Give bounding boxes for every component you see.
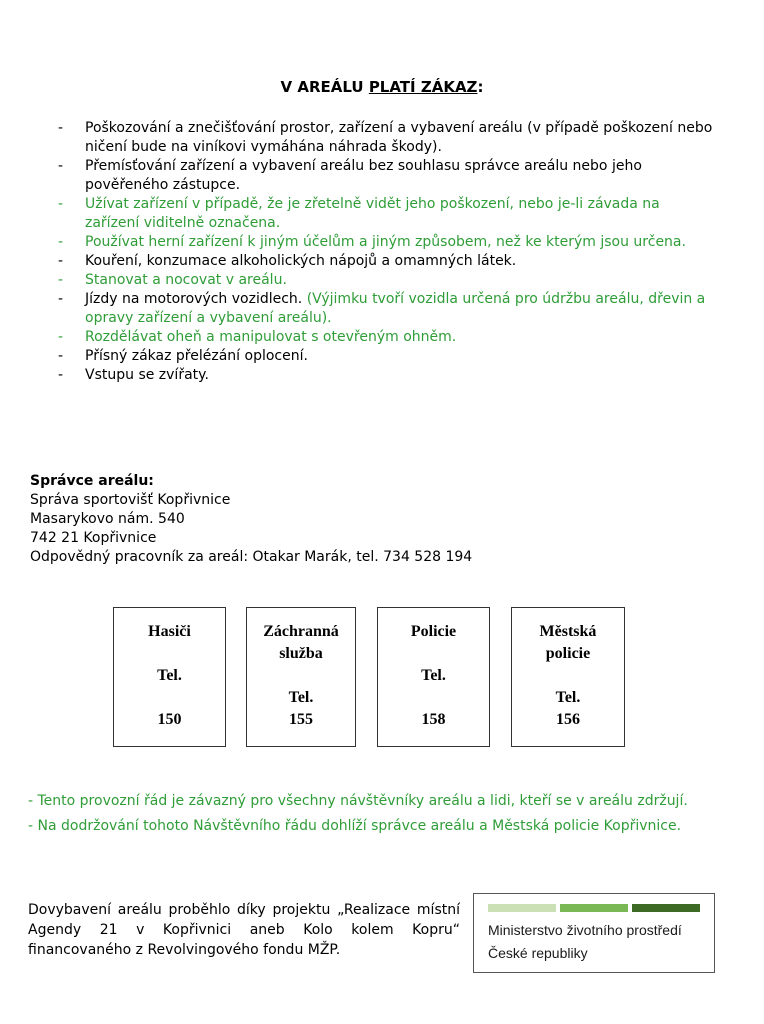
emergency-box-line: 150 — [157, 711, 182, 728]
emergency-box-line: Tel. — [157, 667, 182, 684]
emergency-box-line: služba — [279, 645, 323, 662]
emergency-box-policie — [377, 607, 490, 747]
emergency-box-line — [114, 643, 225, 665]
rule-text: Stanovat a nocovat v areálu. — [85, 272, 287, 288]
dash-marker: - — [58, 234, 64, 250]
emergency-box-line: Tel. — [555, 689, 581, 706]
rule-item — [58, 366, 720, 385]
rule-text: Používat herní zařízení k jiným účelům a jiným způsobem, než ke kterým jsou určena. — [85, 234, 686, 250]
emergency-box-line: policie — [545, 645, 591, 662]
green-notes — [28, 791, 740, 841]
emergency-box-line — [247, 665, 355, 687]
rule-text: Rozdělávat oheň a manipulovat s otevřeným ohněm. — [85, 329, 457, 345]
logo-bar-light — [488, 904, 556, 912]
rule-item — [58, 119, 720, 157]
rule-text: Přísný zákaz přelézání oplocení. — [85, 348, 308, 364]
title-underlined: PLATÍ ZÁKAZ — [368, 78, 478, 96]
logo-bar-dark — [632, 904, 700, 912]
emergency-box-mestska-policie — [511, 607, 625, 747]
note-paragraph: - Tento provozní řád je závazný pro všechny návštěvníky areálu a lidi, kteří se v areálu zdržují. — [28, 793, 688, 809]
logo-bar-medium — [560, 904, 628, 912]
rule-text-green-segment: (Výjimku tvoří vozidla určená pro údržbu areálu, dřevin a opravy zařízení a vybavení areálu). — [85, 291, 706, 326]
rule-text: Poškozování a znečišťování prostor, zařízení a vybavení areálu (v případě poškození nebo ničení bude na viníkovi vymáhána náhrada škody). — [85, 120, 713, 155]
dash-marker: - — [58, 329, 64, 345]
rule-item — [58, 252, 720, 271]
manager-heading: Správce areálu: — [30, 473, 154, 489]
emergency-box-line: 155 — [289, 711, 313, 728]
rule-text: Kouření, konzumace alkoholických nápojů a omamných látek. — [85, 253, 517, 269]
rule-item — [58, 347, 720, 366]
rule-item — [58, 271, 720, 290]
emergency-box-line: Městská — [539, 623, 597, 640]
manager-block — [30, 472, 630, 567]
title-prefix: V AREÁLU — [280, 78, 369, 96]
dash-marker: - — [58, 196, 64, 212]
ministry-logo — [473, 893, 715, 973]
rule-item — [58, 195, 720, 233]
dash-marker: - — [58, 348, 64, 364]
manager-line: Správa sportovišť Kopřivnice — [30, 492, 231, 508]
funding-paragraph: Dovybavení areálu proběhlo díky projektu „Realizace místní Agendy 21 v Kopřivnici aneb Kolo kolem Kopru“ financovaného z Revolvingového fondu MŽP. — [28, 902, 460, 958]
emergency-box-line: Záchranná — [263, 623, 339, 640]
emergency-box-line: 158 — [421, 711, 446, 728]
manager-line: 742 21 Kopřivnice — [30, 530, 157, 546]
emergency-box-line: Tel. — [288, 689, 314, 706]
rules-list — [58, 119, 720, 385]
dash-marker: - — [58, 272, 64, 288]
rule-item — [58, 233, 720, 252]
emergency-box-line — [114, 687, 225, 709]
note-paragraph: - Na dodržování tohoto Návštěvního řádu dohlíží správce areálu a Městská policie Kopřivnice. — [28, 818, 682, 834]
dash-marker: - — [58, 253, 64, 269]
logo-text — [488, 919, 700, 965]
dash-marker: - — [58, 291, 64, 307]
page-title — [0, 78, 764, 96]
title-suffix: : — [477, 78, 484, 96]
emergency-box-line: Policie — [410, 623, 457, 640]
emergency-box-line: Hasiči — [148, 623, 191, 640]
dash-marker: - — [58, 158, 64, 174]
emergency-box-line — [378, 687, 489, 709]
emergency-box-line — [378, 643, 489, 665]
manager-line: Odpovědný pracovník za areál: Otakar Marák, tel. 734 528 194 — [30, 549, 473, 565]
emergency-box-line — [512, 665, 624, 687]
rule-item — [58, 328, 720, 347]
manager-line: Masarykovo nám. 540 — [30, 511, 185, 527]
emergency-box-line: 156 — [556, 711, 580, 728]
logo-text-line: Ministerstvo životního prostředí — [488, 922, 682, 938]
emergency-box-zachranna-sluzba — [246, 607, 356, 747]
rule-text: Užívat zařízení v případě, že je zřetelně vidět jeho poškození, nebo je-li závada na zařízení viditelně označena. — [85, 196, 660, 231]
rule-text: Přemísťování zařízení a vybavení areálu bez souhlasu správce areálu nebo jeho pověřeného zástupce. — [85, 158, 642, 193]
emergency-box-line: Tel. — [421, 667, 446, 684]
rule-text — [85, 290, 715, 328]
rule-text: Vstupu se zvířaty. — [85, 367, 209, 383]
dash-marker: - — [58, 367, 64, 383]
dash-marker: - — [58, 120, 64, 136]
emergency-box-hasici — [113, 607, 226, 747]
rule-item — [58, 290, 720, 328]
rule-text-black-segment: Jízdy na motorových vozidlech. — [85, 291, 307, 307]
logo-bars-icon — [488, 904, 700, 912]
logo-text-line: České republiky — [488, 945, 588, 961]
rule-item — [58, 157, 720, 195]
